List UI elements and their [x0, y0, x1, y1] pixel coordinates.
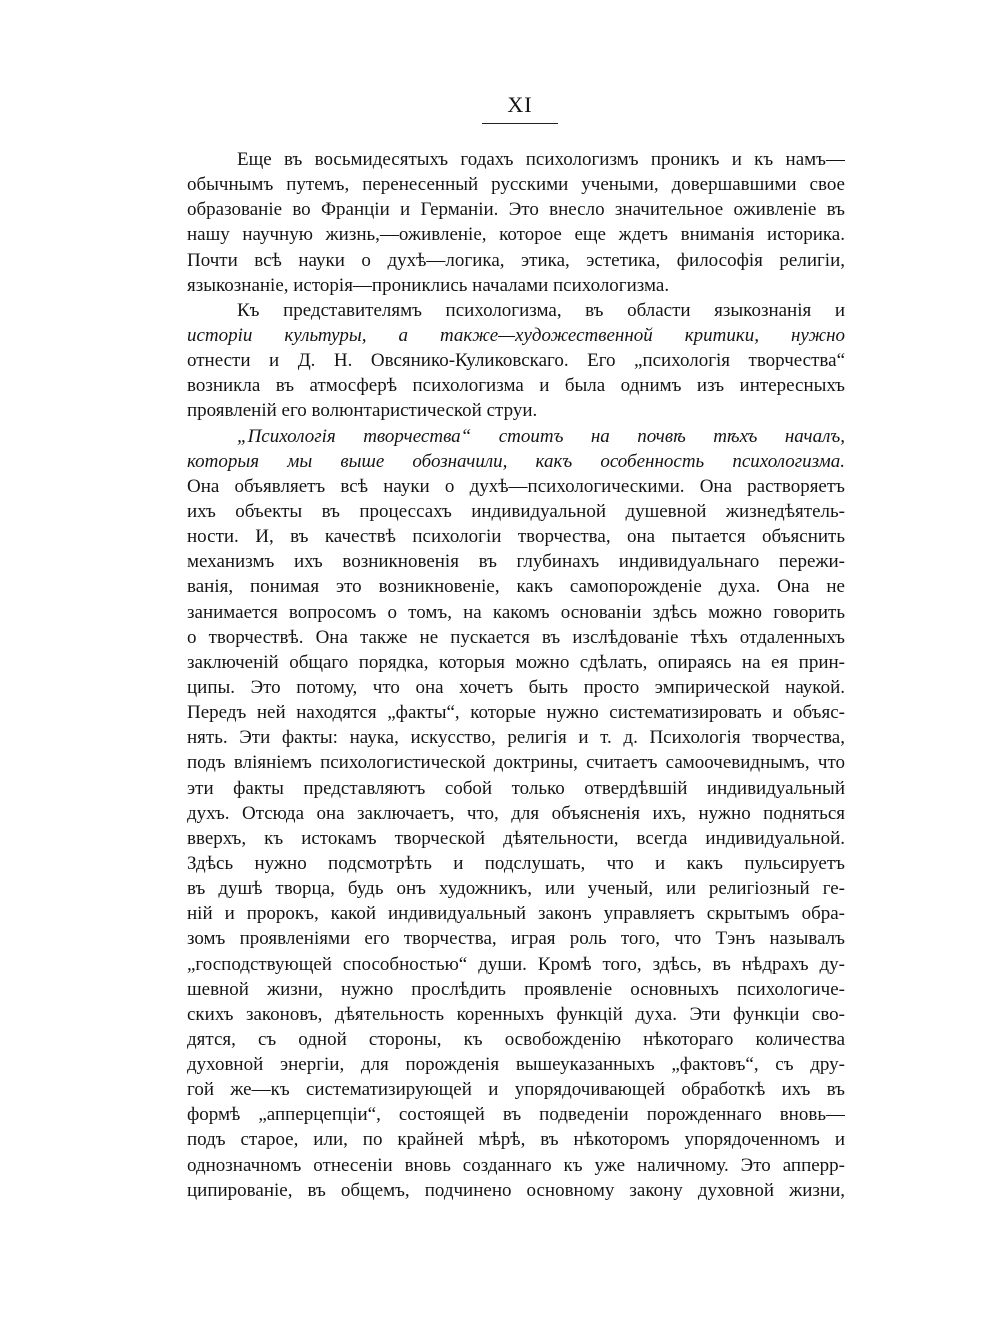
text-line: въ душѣ творца, будь онъ художникъ, или ученый, или религіозный ге- [187, 878, 845, 900]
text-line: подъ вліяніемъ психологистической доктрины, считаетъ самоочевиднымъ, что [187, 752, 845, 774]
paragraph [187, 298, 845, 424]
text-line: отнести и Д. Н. Овсянико-Куликовскаго. Его „психологія творчества“ [187, 350, 845, 372]
text-line: скихъ законовъ, дѣятельность коренныхъ функцій духа. Эти функціи сво- [187, 1003, 845, 1025]
text-line: Передъ ней находятся „факты“, которые нужно систематизировать и объяс- [187, 702, 845, 724]
text-line: однозначномъ отнесеніи вновь созданнаго къ уже наличному. Это апперр- [187, 1154, 845, 1176]
text-line: нашу научную жизнь,—оживленіе, которое еще ждетъ вниманія историка. [187, 224, 845, 246]
text-line: которыя мы выше обозначили, какъ особенность психологизма. [187, 450, 845, 472]
text-line: дятся, съ одной стороны, къ освобожденію нѣкотораго количества [187, 1028, 845, 1050]
text-line: ности. И, въ качествѣ психологіи творчества, она пытается объяснить [187, 526, 845, 548]
text-line: механизмъ ихъ возникновенія въ глубинахъ индивидуальнаго пережи- [187, 551, 845, 573]
text-line: Къ представителямъ психологизма, въ области языкознанія и [237, 299, 845, 321]
text-line: Здѣсь нужно подсмотрѣть и подслушать, что и какъ пульсируетъ [187, 852, 845, 874]
text-line: духъ. Отсюда она заключаетъ, что, для объясненія ихъ, нужно подняться [187, 802, 845, 824]
text-line: духовной энергіи, для порожденія вышеуказанныхъ „фактовъ“, съ дру- [187, 1054, 845, 1076]
text-line: гой же—къ систематизирующей и упорядочивающей обработкѣ ихъ въ [187, 1079, 845, 1101]
text-line: обычнымъ путемъ, перенесенный русскими учеными, довершавшими свое [187, 174, 845, 196]
text-line: вверхъ, къ истокамъ творческой дѣятельности, всегда индивидуальной. [187, 827, 845, 849]
text-line: заключеній общаго порядка, которыя можно сдѣлать, опираясь на ея прин- [187, 651, 845, 673]
paragraph [187, 424, 845, 1203]
text-line: Она объявляетъ всѣ науки о духѣ—психологическими. Она растворяетъ [187, 475, 845, 497]
text-line: Почти всѣ науки о духѣ—логика, этика, эстетика, философія религіи, [187, 249, 845, 271]
text-line: занимается вопросомъ о томъ, на какомъ основаніи здѣсь можно говорить [187, 601, 845, 623]
text-line: формѣ „апперцепціи“, состоящей въ подведеніи порожденнаго вновь— [187, 1104, 845, 1126]
paragraph [187, 147, 845, 298]
text-line: шевной жизни, нужно прослѣдить проявленіе основныхъ психологиче- [187, 978, 845, 1000]
text-line: возникла въ атмосферѣ психологизма и была однимъ изъ интересныхъ [187, 375, 845, 397]
text-line: проявленій его волюнтаристической струи. [187, 400, 538, 422]
text-line: подъ старое, или, по крайней мѣрѣ, въ нѣкоторомъ упорядоченномъ и [187, 1129, 845, 1151]
text-line: образованіе во Франціи и Германіи. Это внесло значительное оживленіе въ [187, 199, 845, 221]
text-line: ванія, понимая это возникновеніе, какъ самопорожденіе духа. Она не [187, 576, 845, 598]
text-line: языкознаніе, исторія—прониклись началами психологизма. [187, 274, 670, 296]
page-number-rule [482, 123, 558, 124]
text-line: „Психологія творчества“ стоитъ на почвѣ тѣхъ началъ, [237, 425, 845, 447]
text-line: Еще въ восьмидесятыхъ годахъ психологизмъ проникъ и къ намъ— [237, 149, 845, 170]
text-line: ній и пророкъ, какой индивидуальный законъ управляетъ скрытымъ обра- [187, 903, 845, 925]
text-line: эти факты представляютъ собой только отвердѣвшій индивидуальный [187, 777, 845, 799]
text-line: зомъ проявленіями его творчества, играя роль того, что Тэнъ называлъ [187, 928, 845, 950]
text-line: о творчествѣ. Она также не пускается въ изслѣдованіе тѣхъ отдаленныхъ [187, 626, 845, 648]
body-text [187, 147, 845, 1203]
text-line: ихъ объекты въ процессахъ индивидуальной душевной жизнедѣятель- [187, 500, 845, 522]
text-line: исторіи культуры, а также—художественной критики, нужно [187, 324, 845, 346]
text-line: нять. Эти факты: наука, искусство, религія и т. д. Психологія творчества, [187, 727, 845, 749]
page-number: XI [507, 92, 533, 117]
text-line: ципированіе, въ общемъ, подчинено основному закону духовной жизни, [187, 1179, 845, 1201]
text-line: ципы. Это потому, что она хочетъ быть просто эмпирической наукой. [187, 676, 845, 698]
text-line: „господствующей способностью“ души. Кромѣ того, здѣсь, въ нѣдрахъ ду- [187, 953, 845, 975]
